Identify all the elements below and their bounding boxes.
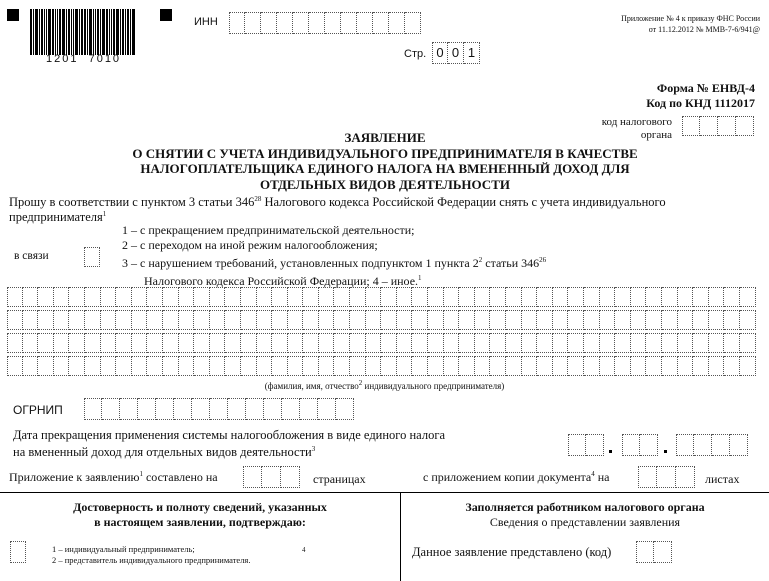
page-digit: 0	[432, 42, 448, 64]
appendix-pages-cells[interactable]	[243, 466, 300, 488]
fio-row-2[interactable]	[7, 310, 756, 330]
ogrnip-label: ОГРНИП	[13, 403, 63, 417]
page-digit: 0	[448, 42, 464, 64]
corner-marker-left	[7, 9, 19, 21]
signer-code-cell[interactable]	[10, 541, 26, 563]
confirmation-title: Достоверность и полноту сведений, указанных в настоящем заявлении, подтверждаю:	[73, 500, 327, 529]
barcode	[30, 9, 148, 55]
footer-divider	[0, 492, 769, 493]
submitted-code-label: Данное заявление представлено (код)	[412, 545, 612, 559]
date-day-cells[interactable]	[568, 434, 604, 456]
fio-row-4[interactable]	[7, 356, 756, 376]
appendix-pages-label: Приложение к заявлению$^1$ составлено на	[9, 470, 218, 484]
page-label: Стр.	[404, 48, 427, 60]
appendix-note: Приложение № 4 к приказу ФНС России от 11.12.2012 № ММВ-7-6/941@	[621, 14, 760, 34]
request-text: Прошу в соответствии с пунктом 3 статьи $346^{28}$ Налогового кодекса Российской Федерации снять с учета индивидуального	[9, 195, 666, 210]
reason-option-2: 2 – с переходом на иной режим налогообложения;	[122, 238, 378, 252]
ogrnip-cells[interactable]	[84, 398, 354, 420]
barcode-number: 1201 7010	[46, 53, 122, 65]
tax-officer-title: Заполняется работником налогового органа	[465, 500, 705, 514]
inn-cells[interactable]	[229, 12, 421, 34]
in-connection-label: в связи	[14, 250, 49, 262]
date-separator-dot	[664, 450, 667, 453]
signer-option-2: 2 – представитель индивидуального предпринимателя.	[52, 555, 251, 565]
page-number-cells[interactable]	[432, 42, 480, 64]
date-separator-dot	[609, 450, 612, 453]
title-line: ЗАЯВЛЕНИЕ	[344, 130, 426, 145]
title-line: ОТДЕЛЬНЫХ ВИДОВ ДЕЯТЕЛЬНОСТИ	[260, 176, 510, 192]
copies-label: с приложением копии документа$^4$ на	[423, 470, 610, 484]
signer-footnote: 4	[302, 546, 306, 554]
reason-option-1: 1 – с прекращением предпринимательской деятельности;	[122, 223, 415, 237]
document-title	[60, 130, 710, 192]
reason-option-3-line2: Налогового кодекса Российской Федерации; 4 – иное.$^1$	[144, 274, 422, 288]
reason-option-3: 3 – с нарушением требований, установленных подпунктом 1 пункта $2^2$ статьи $346^{26}$	[122, 256, 547, 270]
title-line: О СНЯТИИ С УЧЕТА ИНДИВИДУАЛЬНОГО ПРЕДПРИНИМАТЕЛЯ В КАЧЕСТВЕ	[132, 145, 638, 161]
copies-sheets-cells[interactable]	[638, 466, 695, 488]
fio-row-1[interactable]	[7, 287, 756, 307]
fio-row-3[interactable]	[7, 333, 756, 353]
knd-code: Код по КНД 1112017	[646, 96, 755, 110]
inn-label: ИНН	[194, 16, 218, 28]
submission-info-subtitle: Сведения о представлении заявления	[489, 515, 681, 529]
submitted-code-cells[interactable]	[636, 541, 672, 563]
date-year-cells[interactable]	[676, 434, 748, 456]
form-name: Форма № ЕНВД-4	[656, 81, 755, 95]
corner-marker-mid	[160, 9, 172, 21]
fio-caption: (фамилия, имя, отчество$^2$ индивидуального предпринимателя)	[264, 379, 505, 391]
signer-options	[52, 544, 250, 566]
pages-word: страницах	[313, 472, 366, 486]
page-digit: 1	[464, 42, 480, 64]
request-text-line2: предпринимателя$^1$	[9, 210, 107, 225]
title-line: НАЛОГОПЛАТЕЛЬЩИКА ЕДИНОГО НАЛОГА НА ВМЕНЕННЫЙ ДОХОД ДЛЯ	[140, 161, 630, 176]
reason-code-cell[interactable]	[84, 247, 100, 267]
reason-options	[122, 223, 546, 289]
date-month-cells[interactable]	[622, 434, 658, 456]
date-label: Дата прекращения применения системы налогообложения в виде единого налога на вмененный доход для отдельных видов деятельности$^3$	[13, 428, 446, 460]
sheets-word: листах	[705, 472, 740, 486]
signer-option-1: 1 – индивидуальный предприниматель;	[52, 544, 195, 554]
tax-authority-code-label: код налогового органа	[601, 116, 672, 141]
